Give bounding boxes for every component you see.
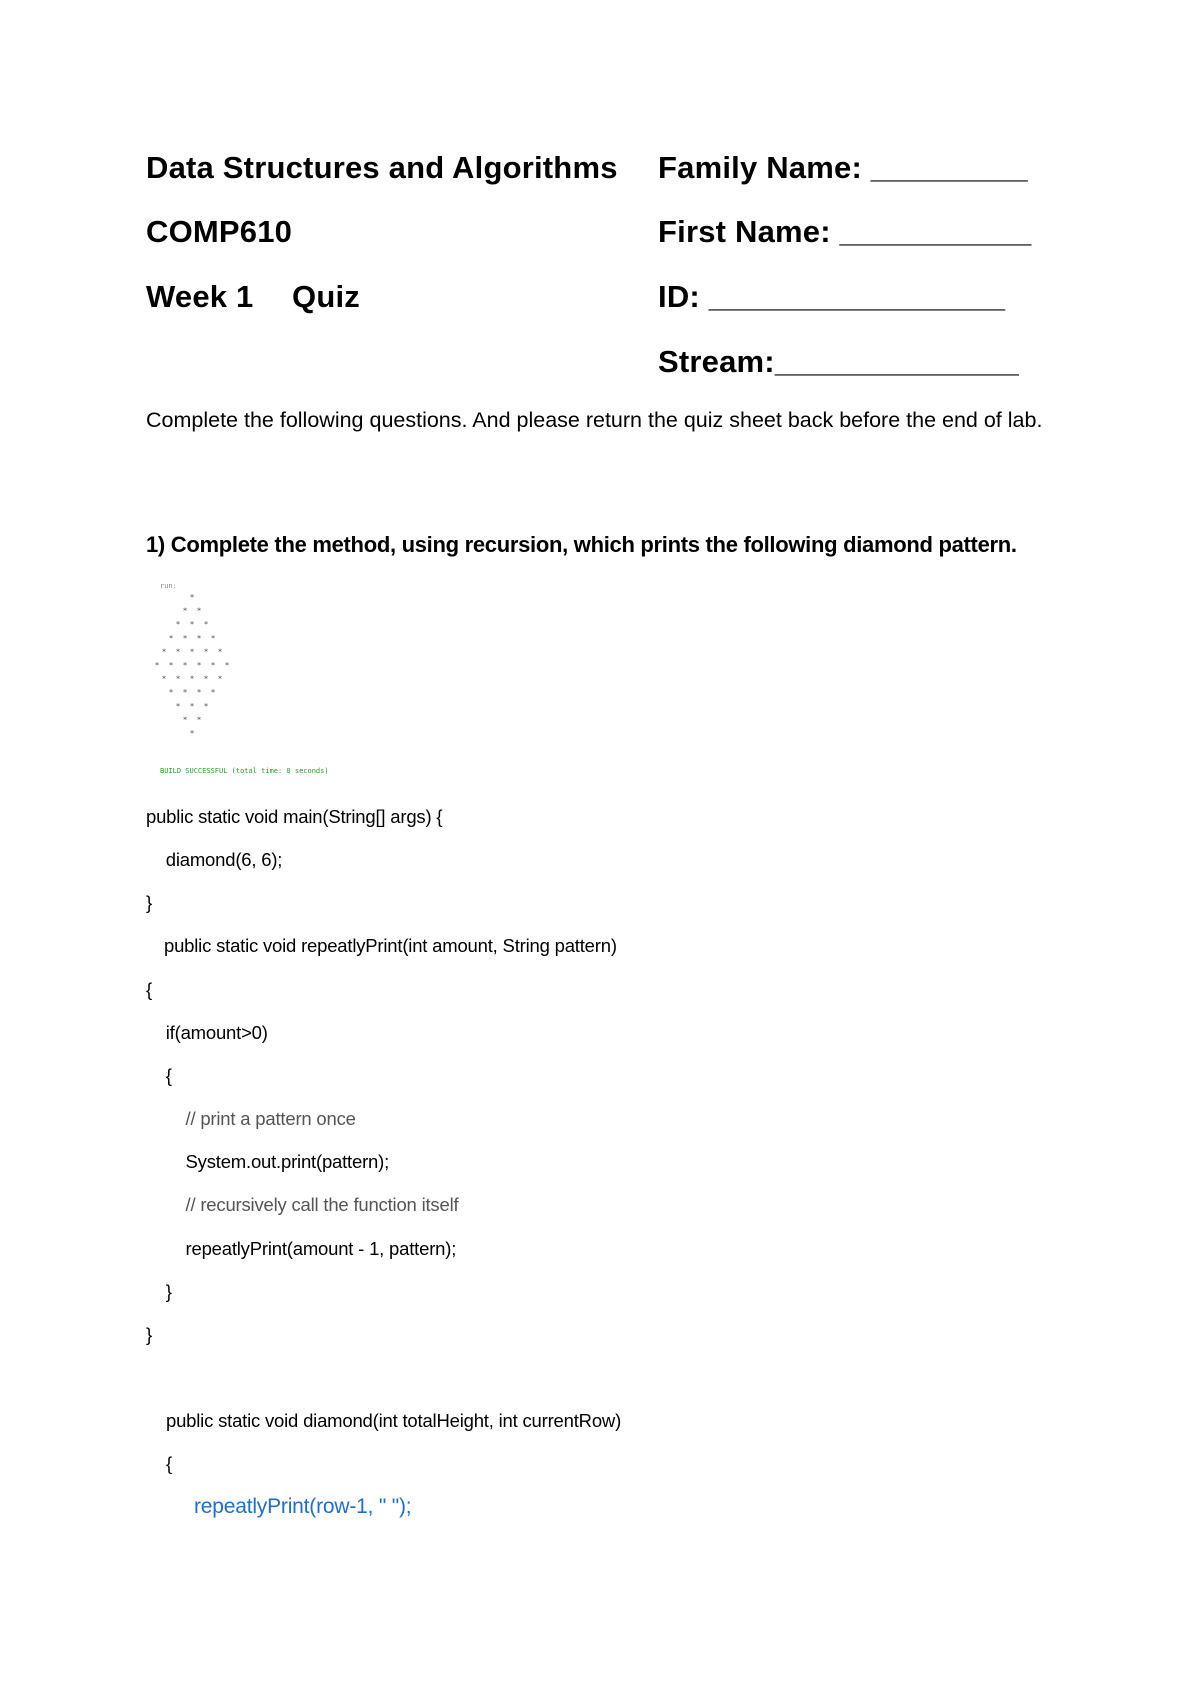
diamond-star: * — [182, 715, 188, 725]
instructions: Complete the following questions. And please return the quiz sheet back before the end of lab. — [146, 408, 1043, 432]
code-line-12: } — [146, 1281, 172, 1302]
code-line-15: { — [166, 1453, 172, 1474]
diamond-star: * — [217, 647, 223, 657]
output-screenshot — [156, 580, 416, 780]
code-line-11: repeatlyPrint(amount - 1, pattern); — [146, 1238, 457, 1259]
diamond-star: * — [210, 633, 216, 643]
diamond-output-image — [156, 580, 416, 780]
diamond-star: * — [203, 674, 209, 684]
diamond-star: * — [210, 688, 216, 698]
diamond-star: * — [154, 661, 160, 670]
build-status: BUILD SUCCESSFUL (total time: 0 seconds) — [160, 767, 329, 775]
code-line-2: diamond(6, 6); — [146, 849, 283, 870]
code-line-3: } — [146, 892, 152, 913]
diamond-star: * — [196, 606, 202, 616]
diamond-star: * — [175, 647, 181, 657]
week-label: Week 1 — [146, 279, 254, 314]
diamond-star: * — [196, 661, 202, 670]
code-comment-print: // print a pattern once — [146, 1108, 356, 1129]
diamond-star: * — [161, 674, 167, 684]
diamond-star: * — [168, 633, 174, 643]
course-code: COMP610 — [146, 214, 293, 249]
id-field: ID: _________________ — [658, 279, 1006, 314]
diamond-star: * — [189, 620, 195, 630]
quiz-label: Quiz — [292, 279, 360, 314]
diamond-star: * — [189, 647, 195, 657]
diamond-star: * — [182, 688, 188, 698]
run-label: run: — [160, 582, 177, 590]
code-line-5: { — [146, 979, 152, 1000]
diamond-star: * — [210, 661, 216, 670]
diamond-star: * — [175, 674, 181, 684]
diamond-star: * — [196, 633, 202, 643]
code-line-13: } — [146, 1324, 152, 1345]
code-line-7: { — [146, 1065, 172, 1086]
diamond-star: * — [168, 661, 174, 670]
diamond-star: * — [196, 688, 202, 698]
diamond-star: * — [189, 674, 195, 684]
diamond-star: * — [224, 661, 230, 670]
diamond-star: * — [175, 620, 181, 630]
diamond-star: * — [161, 647, 167, 657]
diamond-stars — [155, 593, 230, 738]
diamond-star: * — [196, 715, 202, 725]
diamond-star: * — [175, 701, 181, 711]
diamond-star: * — [182, 606, 188, 616]
first-name-field: First Name: ___________ — [658, 214, 1032, 249]
code-line-4: public static void repeatlyPrint(int amount, String pattern) — [164, 935, 617, 956]
diamond-star: * — [203, 701, 209, 711]
diamond-star: * — [203, 647, 209, 657]
code-line-6: if(amount>0) — [146, 1022, 268, 1043]
diamond-star: * — [182, 633, 188, 643]
course-title: Data Structures and Algorithms — [146, 150, 618, 185]
diamond-star: * — [189, 701, 195, 711]
diamond-star: * — [182, 661, 188, 670]
code-answer-line: repeatlyPrint(row-1, " "); — [194, 1495, 412, 1518]
stream-field: Stream:______________ — [658, 344, 1020, 379]
code-line-1: public static void main(String[] args) { — [146, 806, 443, 827]
family-name-field: Family Name: _________ — [658, 150, 1028, 185]
diamond-star: * — [203, 620, 209, 630]
code-line-9: System.out.print(pattern); — [146, 1151, 390, 1172]
diamond-star: * — [217, 674, 223, 684]
diamond-star: * — [168, 688, 174, 698]
diamond-star: * — [189, 729, 195, 738]
question-1: 1) Complete the method, using recursion, which prints the following diamond pattern. — [146, 532, 1017, 557]
code-line-14: public static void diamond(int totalHeight, int currentRow) — [166, 1410, 622, 1431]
code-comment-recursive: // recursively call the function itself — [146, 1194, 459, 1215]
diamond-star: * — [189, 593, 195, 602]
